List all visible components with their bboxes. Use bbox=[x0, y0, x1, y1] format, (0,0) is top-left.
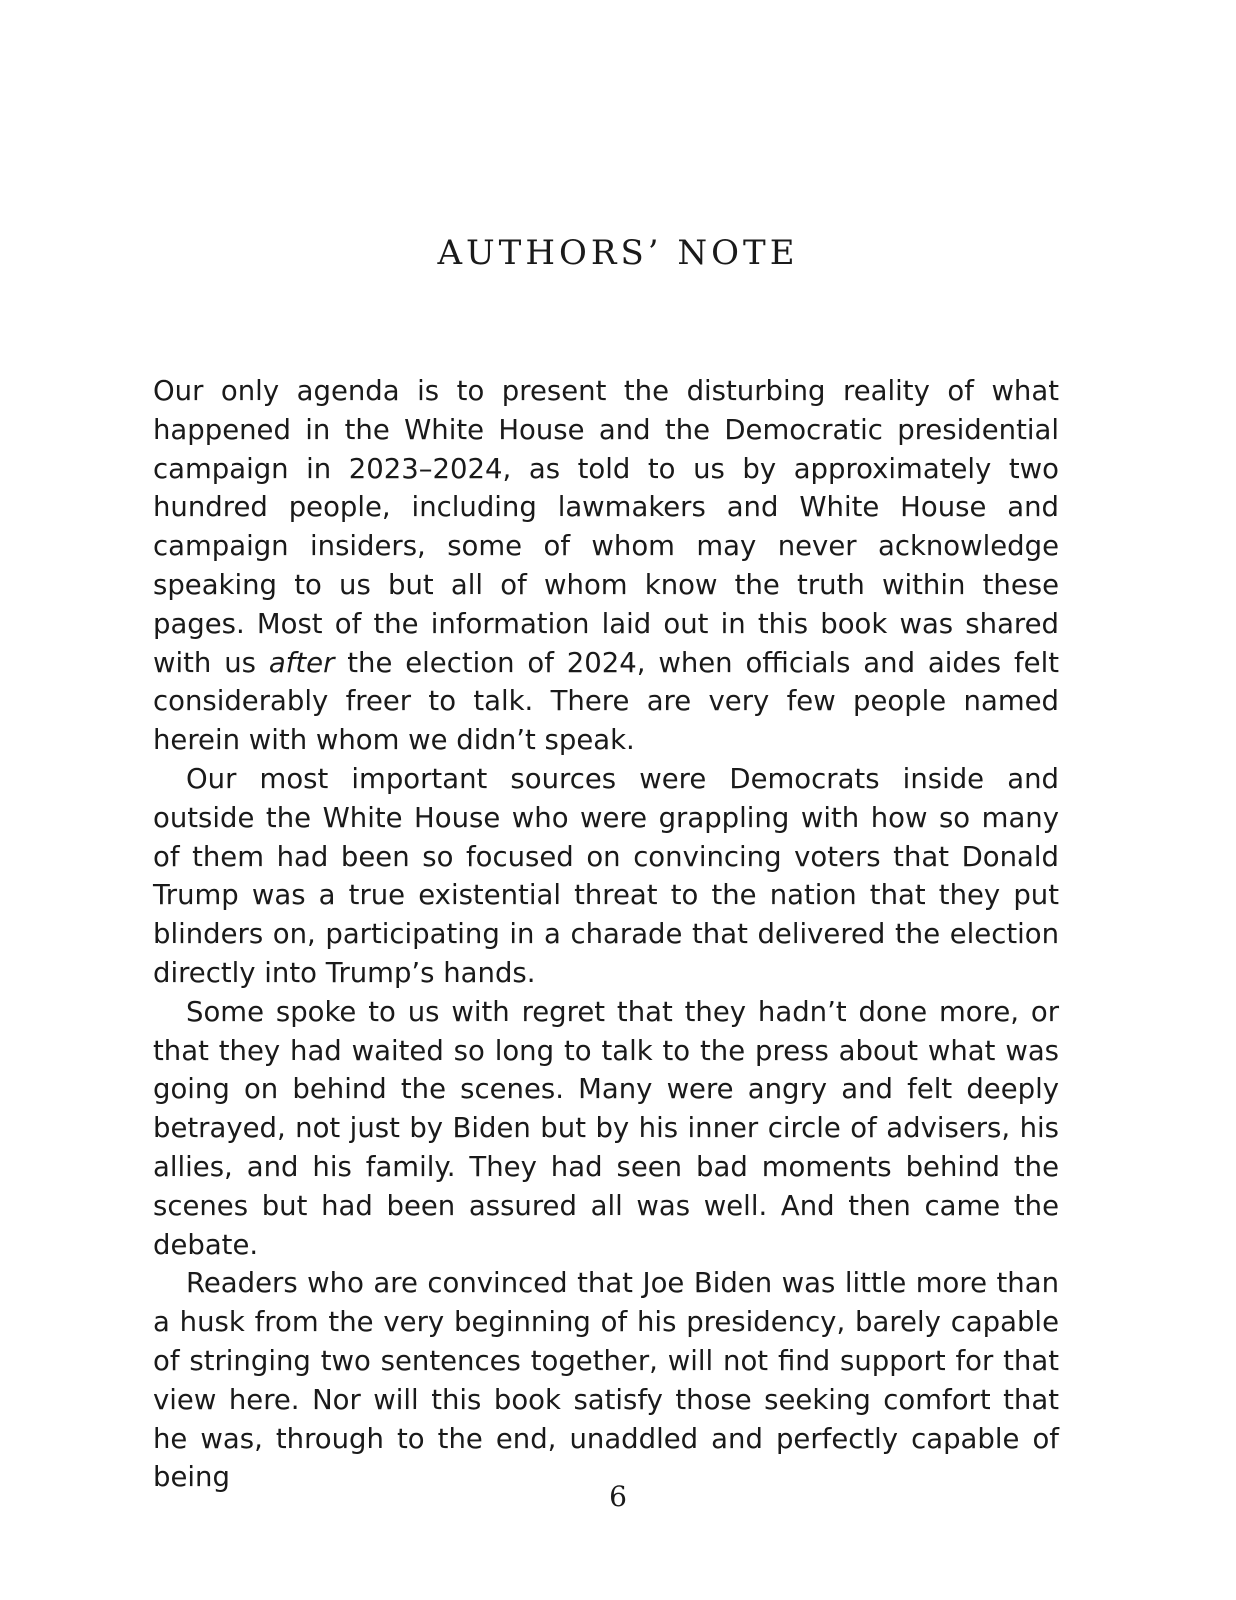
paragraph-1 bbox=[153, 372, 1059, 760]
paragraph-1-emphasis: after bbox=[268, 646, 335, 679]
chapter-title: AUTHORS’ NOTE bbox=[437, 233, 799, 273]
paragraph-3: Some spoke to us with regret that they hadn’t done more, or that they had waited so long to talk to the press about what was going on behind the scenes. Many were angry and felt deeply betrayed, not just by Biden but by his inner circle of advisers, his allies, and his family. They had seen bad moments behind the scenes but had been assured all was well. And then came the debate. bbox=[153, 995, 1059, 1261]
body-text bbox=[153, 372, 1059, 1497]
paragraph-2: Our most important sources were Democrats inside and outside the White House who were grappling with how so many of them had been so focused on convincing voters that Donald Trump was a true existential threat to the nation that they put blinders on, participating in a charade that delivered the election directly into Trump’s hands. bbox=[153, 762, 1059, 989]
paragraph-1-text-before: Our only agenda is to present the disturbing reality of what happened in the White House and the Democratic presidential campaign in 2023–2024, as told to us by approximately two hundred people, including lawmakers and White House and campaign insiders, some of whom may never acknowledge speaking to us but all of whom know the truth within these pages. Most of the information laid out in this book was shared with us bbox=[153, 375, 1059, 679]
page-number: 6 bbox=[609, 1480, 627, 1513]
paragraph-4: Readers who are convinced that Joe Biden was little more than a husk from the very beginning of his presidency, barely capable of stringing two sentences together, will not find support for that view here. Nor will this book satisfy those seeking comfort that he was, through to the end, unaddled and perfectly capable of being bbox=[153, 1267, 1059, 1494]
paragraph-1-text-after: the election of 2024, when officials and aides felt considerably freer to talk. There are very few people named herein with whom we didn’t speak. bbox=[153, 646, 1059, 757]
